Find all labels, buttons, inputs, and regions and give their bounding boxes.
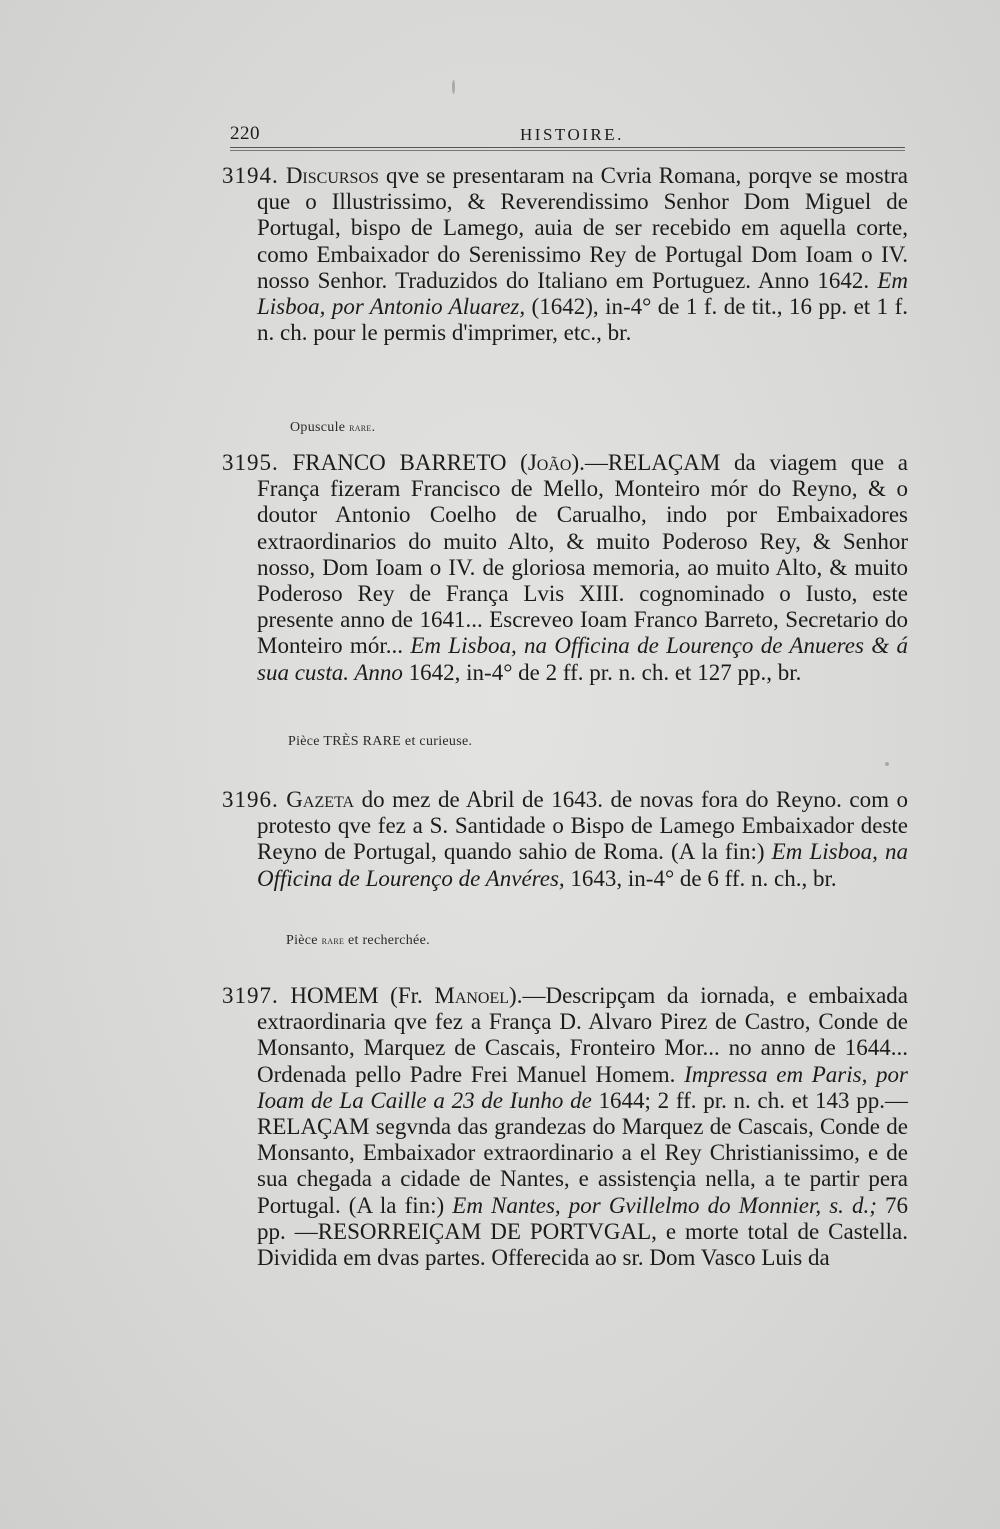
entry-heading: HOMEM (Fr. bbox=[290, 983, 435, 1008]
note-text: Opuscule bbox=[290, 420, 350, 435]
running-title: HISTOIRE. bbox=[520, 125, 624, 144]
entry-number: 3197. bbox=[222, 983, 279, 1008]
entry-collation: 76 pp. —RESORREIÇAM DE PORTVGAL, e morte total de Castella. Dividida em dvas partes. Offerecida ao sr. Dom Vasco Luis da bbox=[257, 1192, 909, 1271]
note-text: rare bbox=[321, 933, 345, 947]
entry-heading: FRANCO BARRETO ( bbox=[292, 450, 528, 475]
entry-number: 3194. bbox=[222, 163, 279, 188]
entry-number: 3196. bbox=[222, 787, 279, 812]
entry-collation: 1644; 2 ff. pr. n. ch. et 143 pp.—RELAÇAM segvnda das grandezas do Marquez de Cascais, Conde de Monsanto, Embaixador extraordinario a el Rey Christianissimo, e de sua chegada a cidade de Nantes, e assistençia nella, a te partir pera Portugal. (A la fin:) bbox=[257, 1087, 908, 1218]
catalog-entry-3197 bbox=[222, 983, 908, 1271]
ink-speck bbox=[452, 80, 455, 94]
entry-note bbox=[286, 933, 430, 949]
entry-text bbox=[222, 983, 908, 1271]
catalog-entry-3195 bbox=[222, 450, 908, 686]
entry-collation: 1642, in-4° de 2 ff. pr. n. ch. et 127 pp., br. bbox=[402, 659, 802, 685]
header-rule bbox=[230, 147, 905, 148]
entry-text bbox=[222, 787, 908, 892]
entry-collation: 1643, in-4° de 6 ff. n. ch., br. bbox=[564, 865, 837, 891]
catalog-entry-3194 bbox=[222, 163, 908, 346]
entry-imprint: Em Lisboa, por Antonio Aluarez, bbox=[257, 267, 908, 320]
catalog-entry-3196 bbox=[222, 787, 908, 892]
entry-text bbox=[222, 450, 908, 686]
entry-collation: (1642), in-4° de 1 f. de tit., 16 pp. et 1 f. n. ch. pour le permis d'imprimer, etc., br. bbox=[257, 294, 908, 346]
entry-note bbox=[288, 734, 472, 750]
entry-body: ).—RELAÇAM da viagem que a França fizeram Francisco de Mello, Monteiro mór do Reyno, & o doutor Antonio Coelho de Carualho, indo por Embaixadores extraordinarios do muito Alto, & muito Poderoso Rey, & Senhor nosso, Dom Ioam o IV. de gloriosa memoria, ao muito Alto, & muito Poderoso Rey de França Lvis XIII. cognominado o Iusto, este presente anno de 1641... Escreveo Ioam Franco Barreto, Secretario do Monteiro mór... bbox=[257, 450, 909, 659]
entry-body: do mez de Abril de 1643. de novas fora do Reyno. com o protesto qve fez a S. Santidade o Bispo de Lamego Embaixador deste Reyno de Portugal, quando sahio de Roma. (A la fin:) bbox=[257, 787, 908, 865]
note-text: rare bbox=[349, 420, 372, 434]
entry-body: ).—Descripçam da iornada, e embaixada extraordinaria qve fez a França D. Alvaro Pirez de Castro, Conde de Monsanto, Marquez de Cascais, Fronteiro Mor... no anno de 1644... Ordenada pello Padre Frei Manuel Homem. bbox=[257, 983, 909, 1087]
entry-text bbox=[222, 163, 908, 346]
entry-imprint: Em Nantes, por Gvillelmo do Monnier, s. d.; bbox=[452, 1192, 877, 1218]
note-text: . bbox=[371, 420, 376, 435]
entry-note bbox=[290, 420, 375, 436]
note-text: Pièce TRÈS RARE et curieuse. bbox=[288, 734, 473, 749]
page-header bbox=[230, 120, 905, 150]
entry-heading: João bbox=[527, 450, 572, 475]
ink-speck bbox=[885, 762, 889, 766]
entry-heading: Gazeta bbox=[286, 787, 355, 812]
note-text: Pièce bbox=[286, 933, 322, 948]
page-number: 220 bbox=[230, 123, 260, 144]
note-text: et recherchée. bbox=[344, 933, 430, 948]
header-rule bbox=[230, 150, 905, 151]
entry-heading: Manoel bbox=[434, 983, 510, 1008]
entry-imprint: Impressa em Paris, por Ioam de La Caille a 23 de Iunho de bbox=[257, 1061, 908, 1113]
entry-number: 3195. bbox=[222, 450, 279, 475]
entry-imprint: Em Lisboa, na Officina de Lourenço de Anueres & á sua custa. Anno bbox=[257, 633, 908, 685]
entry-imprint: Em Lisboa, na Officina de Lourenço de Anvéres, bbox=[257, 839, 908, 891]
entry-body: qve se presentaram na Cvria Romana, porqve se mostra que o Illustrissimo, & Reverendissimo Senhor Dom Miguel de Portugal, bispo de Lamego, auia de ser recebido em aquella corte, como Embaixador do Serenissimo Rey de Portugal Dom Ioam o IV. nosso Senhor. Traduzidos do Italiano em Portuguez. Anno 1642. bbox=[257, 163, 908, 293]
entry-heading: Discursos bbox=[285, 163, 379, 188]
